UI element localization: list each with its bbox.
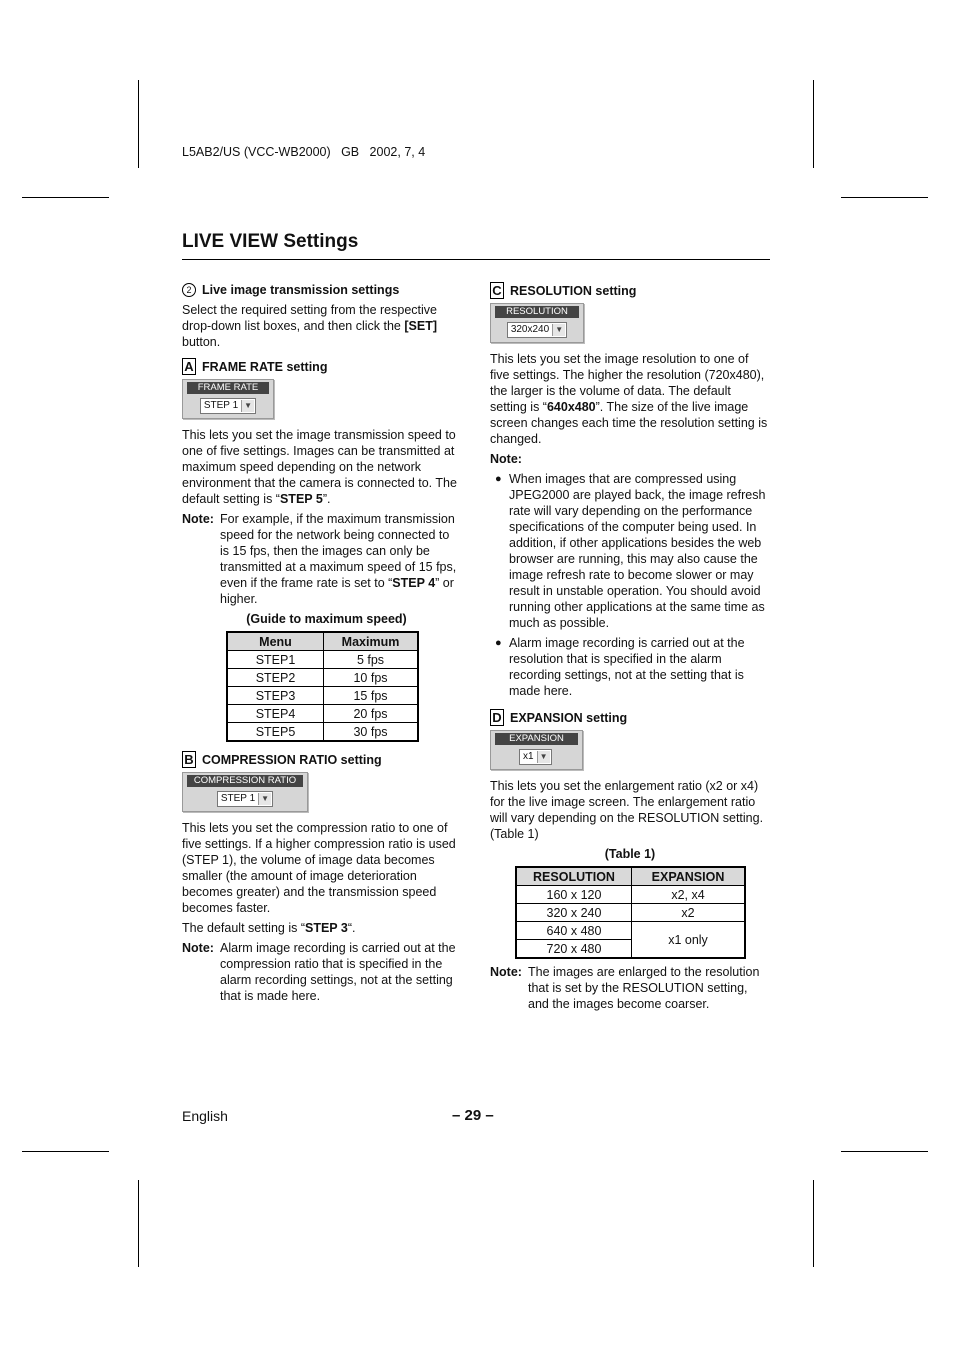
resolution-note-label: Note: — [490, 452, 522, 466]
section-letter: C — [490, 282, 504, 299]
widget-label: COMPRESSION RATIO — [187, 775, 303, 787]
section-letter: B — [182, 751, 196, 768]
table-row: STEP1 5 fps — [227, 651, 418, 669]
expansion-note: Note: The images are enlarged to the resolution that is set by the RESOLUTION setting, and the images become coarser. — [490, 965, 760, 1011]
section-letter: A — [182, 358, 196, 375]
table-row: STEP2 10 fps — [227, 669, 418, 687]
expansion-text: This lets you set the enlargement ratio (x2 or x4) for the live image screen. The enlargement ratio will vary depending on the RESOLUTION setting. (Table 1) — [490, 779, 764, 841]
title-rule — [182, 259, 770, 260]
table-row: STEP5 30 fps — [227, 723, 418, 742]
compression-text: This lets you set the compression ratio to one of five settings. If a higher compression ratio is used (STEP 1), the volume of image data becomes smaller (the amount of image deterioration becomes greater) and the transmission speed becomes faster. — [182, 821, 456, 915]
compression-note: Note: Alarm image recording is carried out at the compression ratio that is specified in the alarm recording settings, not at the setting that is made here. — [182, 941, 456, 1003]
table-header: Maximum — [324, 632, 419, 651]
circled-number: 2 — [182, 283, 196, 297]
expansion-select[interactable]: x1 ▼ — [519, 749, 552, 765]
crop-mark — [138, 1180, 139, 1267]
intro-heading: 2 Live image transmission settings — [182, 282, 457, 298]
list-item: ● Alarm image recording is carried out at the resolution that is specified in the alarm recording settings, not at the setting that is made here. — [490, 635, 768, 699]
document-header: L5AB2/US (VCC-WB2000) GB 2002, 7, 4 — [182, 145, 426, 159]
page-title: LIVE VIEW Settings — [182, 231, 359, 252]
bullet-icon: ● — [495, 473, 502, 485]
crop-mark — [813, 1180, 814, 1267]
table-row: 160 x 120 x2, x4 — [516, 886, 745, 904]
crop-mark — [841, 197, 928, 198]
frame-rate-table — [226, 631, 419, 742]
crop-mark — [22, 197, 109, 198]
resolution-select[interactable]: 320x240 ▼ — [507, 322, 567, 338]
frame-rate-widget — [182, 379, 274, 419]
frame-rate-heading: A FRAME RATE setting — [182, 358, 457, 375]
table-row: 320 x 240 x2 — [516, 904, 745, 922]
table-header: RESOLUTION — [516, 867, 632, 886]
chevron-down-icon: ▼ — [241, 400, 254, 412]
page-number: – 29 – — [452, 1107, 494, 1124]
left-column — [182, 282, 457, 1008]
expansion-heading: D EXPANSION setting — [490, 709, 768, 726]
chevron-down-icon: ▼ — [258, 793, 271, 805]
list-item: ● When images that are compressed using JPEG2000 are played back, the image refresh rate will vary depending on the performance specifications of the computer being used. In addition, if other applications besides the web browser are running, this may also cause the image refresh rate to become slower or may result in unstable operation. You should avoid running other applications at the same time as much as possible. — [490, 471, 768, 631]
compression-default: The default setting is “STEP 3“. — [182, 921, 356, 935]
crop-mark — [138, 80, 139, 168]
expansion-table-caption: (Table 1) — [604, 847, 656, 861]
frame-rate-text: This lets you set the image transmission speed to one of five settings. Images can be transmitted at maximum speed depending on the network environment that the camera is connected to. The default setting is “STEP 5”. — [182, 428, 457, 506]
resolution-text: This lets you set the image resolution to one of five settings. The higher the resolution (720x480), the larger is the volume of data. The default setting is “640x480”. The size of the live image screen changes each time the resolution setting is changed. — [490, 352, 768, 446]
frame-rate-select[interactable]: STEP 1 ▼ — [200, 398, 256, 414]
footer-language: English — [182, 1108, 228, 1124]
expansion-table — [515, 866, 746, 959]
compression-select[interactable]: STEP 1 ▼ — [217, 791, 273, 807]
table-header: Menu — [227, 632, 324, 651]
compression-widget — [182, 772, 308, 812]
section-letter: D — [490, 709, 504, 726]
frame-rate-note: Note: For example, if the maximum transmission speed for the network being connected to is 15 fps, then the images can only be transmitted at a maximum speed of 15 fps, even if the frame rate is set to “STEP 4” or higher. — [182, 512, 457, 606]
crop-mark — [841, 1151, 928, 1152]
crop-mark — [22, 1151, 109, 1152]
crop-mark — [813, 80, 814, 168]
expansion-widget — [490, 730, 583, 770]
chevron-down-icon: ▼ — [552, 324, 565, 336]
resolution-widget — [490, 303, 584, 343]
right-column — [490, 282, 768, 1016]
table-row: STEP4 20 fps — [227, 705, 418, 723]
resolution-heading: C RESOLUTION setting — [490, 282, 768, 299]
widget-label: FRAME RATE — [187, 382, 269, 394]
widget-label: EXPANSION — [495, 733, 578, 745]
frame-rate-table-caption: (Guide to maximum speed) — [246, 612, 407, 626]
compression-heading: B COMPRESSION RATIO setting — [182, 751, 457, 768]
table-header: EXPANSION — [632, 867, 746, 886]
widget-label: RESOLUTION — [495, 306, 579, 318]
bullet-icon: ● — [495, 637, 502, 649]
table-row: STEP3 15 fps — [227, 687, 418, 705]
table-row: 720 x 480 — [516, 940, 745, 959]
table-row: 640 x 480 x1 only — [516, 922, 745, 940]
chevron-down-icon: ▼ — [537, 751, 550, 763]
intro-text: Select the required setting from the respective drop-down list boxes, and then click the [SET] button. — [182, 303, 437, 349]
